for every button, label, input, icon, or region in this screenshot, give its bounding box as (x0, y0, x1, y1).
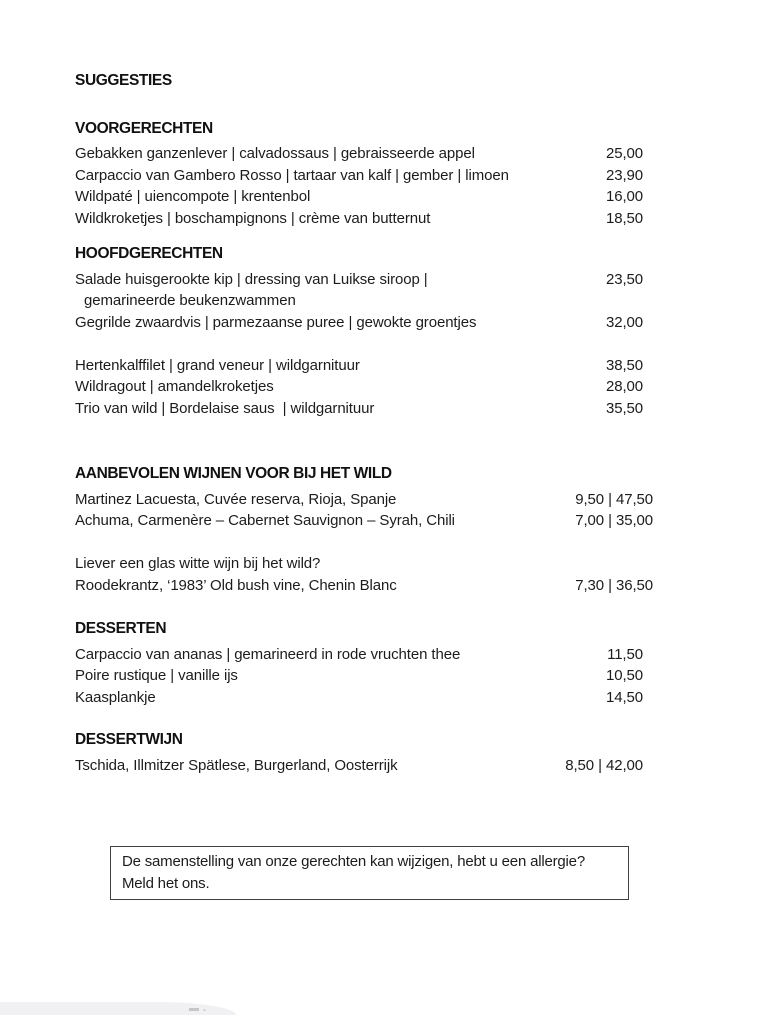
menu-item-row (75, 269, 643, 291)
section-aanbevolen-wijnen (75, 463, 653, 596)
menu-item-row (75, 687, 643, 709)
item-name: Kaasplankje (75, 688, 156, 706)
blank-line (75, 333, 643, 355)
menu-item-row (75, 510, 653, 532)
page-peek-mark (189, 1008, 199, 1011)
item-price: 23,90 (605, 166, 643, 184)
menu-item-row (75, 489, 653, 511)
section-heading: DESSERTEN (75, 620, 167, 637)
item-price: 10,50 (605, 667, 643, 684)
section-heading: VOORGERECHTEN (75, 119, 213, 137)
menu-item-row (75, 312, 643, 334)
menu-item-row (75, 186, 643, 208)
menu-item-row (75, 165, 643, 187)
item-name-continuation: gemarineerde beukenzwammen (84, 292, 296, 309)
item-name: Gegrilde zwaardvis | parmezaanse puree | gewokte groentjes (75, 313, 477, 331)
allergy-note-box (110, 846, 629, 900)
item-name: Gebakken ganzenlever | calvadossaus | gebraisseerde appel (75, 145, 475, 162)
item-name: Achuma, Carmenère – Cabernet Sauvignon – Syrah, Chili (75, 512, 455, 529)
item-name: Tschida, Illmitzer Spätlese, Burgerland, Oosterrijk (75, 756, 398, 774)
item-price: 32,00 (605, 313, 643, 331)
section-hoofdgerechten (75, 243, 643, 419)
item-price: 35,50 (605, 399, 643, 417)
item-price: 38,50 (605, 356, 643, 374)
section-heading: HOOFDGERECHTEN (75, 245, 223, 262)
item-name: Carpaccio van Gambero Rosso | tartaar van kalf | gember | limoen (75, 166, 509, 184)
menu-item-row (75, 575, 653, 597)
item-price: 7,00 | 35,00 (575, 512, 653, 529)
page-peek-dot (203, 1009, 206, 1011)
section-voorgerechten (75, 118, 643, 230)
item-name: Carpaccio van ananas | gemarineerd in rode vruchten thee (75, 645, 461, 663)
item-price: 8,50 | 42,00 (565, 756, 643, 774)
section-desserten (75, 618, 643, 708)
item-price: 11,50 (607, 645, 643, 663)
item-price: 25,00 (605, 145, 643, 162)
item-name: Wildkroketjes | boschampignons | crème van butternut (75, 209, 431, 227)
blank-line (75, 532, 643, 554)
menu-page (75, 70, 653, 900)
section-heading: AANBEVOLEN WIJNEN VOOR BIJ HET WILD (75, 465, 392, 482)
menu-item-row (75, 355, 643, 377)
page-corner-peek (0, 1002, 236, 1015)
item-name: Wildragout | amandelkroketjes (75, 378, 274, 395)
menu-item-row (75, 553, 643, 575)
item-name: Salade huisgerookte kip | dressing van Luikse siroop | (75, 270, 428, 288)
item-name: Martinez Lacuesta, Cuvée reserva, Rioja, Spanje (75, 490, 397, 508)
menu-item-row (75, 665, 643, 687)
allergy-note-line2: Meld het ons. (122, 874, 210, 892)
item-price: 18,50 (605, 209, 643, 227)
menu-item-row (75, 143, 643, 165)
item-name: Liever een glas witte wijn bij het wild? (75, 555, 321, 572)
item-name: Trio van wild | Bordelaise saus | wildgarnituur (75, 399, 375, 417)
item-name: Roodekrantz, ‘1983’ Old bush vine, Chenin Blanc (75, 576, 397, 594)
item-price: 7,30 | 36,50 (575, 576, 653, 594)
item-price: 28,00 (605, 378, 643, 395)
item-price: 9,50 | 47,50 (575, 490, 653, 508)
section-heading: DESSERTWIJN (75, 731, 183, 748)
menu-item-row (75, 208, 643, 230)
allergy-note-line1: De samenstelling van onze gerechten kan wijzigen, hebt u een allergie? (122, 853, 585, 870)
item-price: 23,50 (605, 270, 643, 288)
item-name: Wildpaté | uiencompote | krentenbol (75, 188, 311, 205)
menu-item-row (75, 398, 643, 420)
item-price: 14,50 (605, 688, 643, 706)
menu-item-row (75, 644, 643, 666)
page-title: SUGGESTIES (75, 72, 172, 89)
item-name: Hertenkalffilet | grand veneur | wildgarnituur (75, 356, 360, 374)
menu-item-row (75, 376, 643, 398)
menu-item-row (75, 755, 643, 777)
item-name: Poire rustique | vanille ijs (75, 667, 238, 684)
item-price: 16,00 (605, 188, 643, 205)
section-dessertwijn (75, 729, 643, 776)
menu-item-row (75, 290, 643, 312)
